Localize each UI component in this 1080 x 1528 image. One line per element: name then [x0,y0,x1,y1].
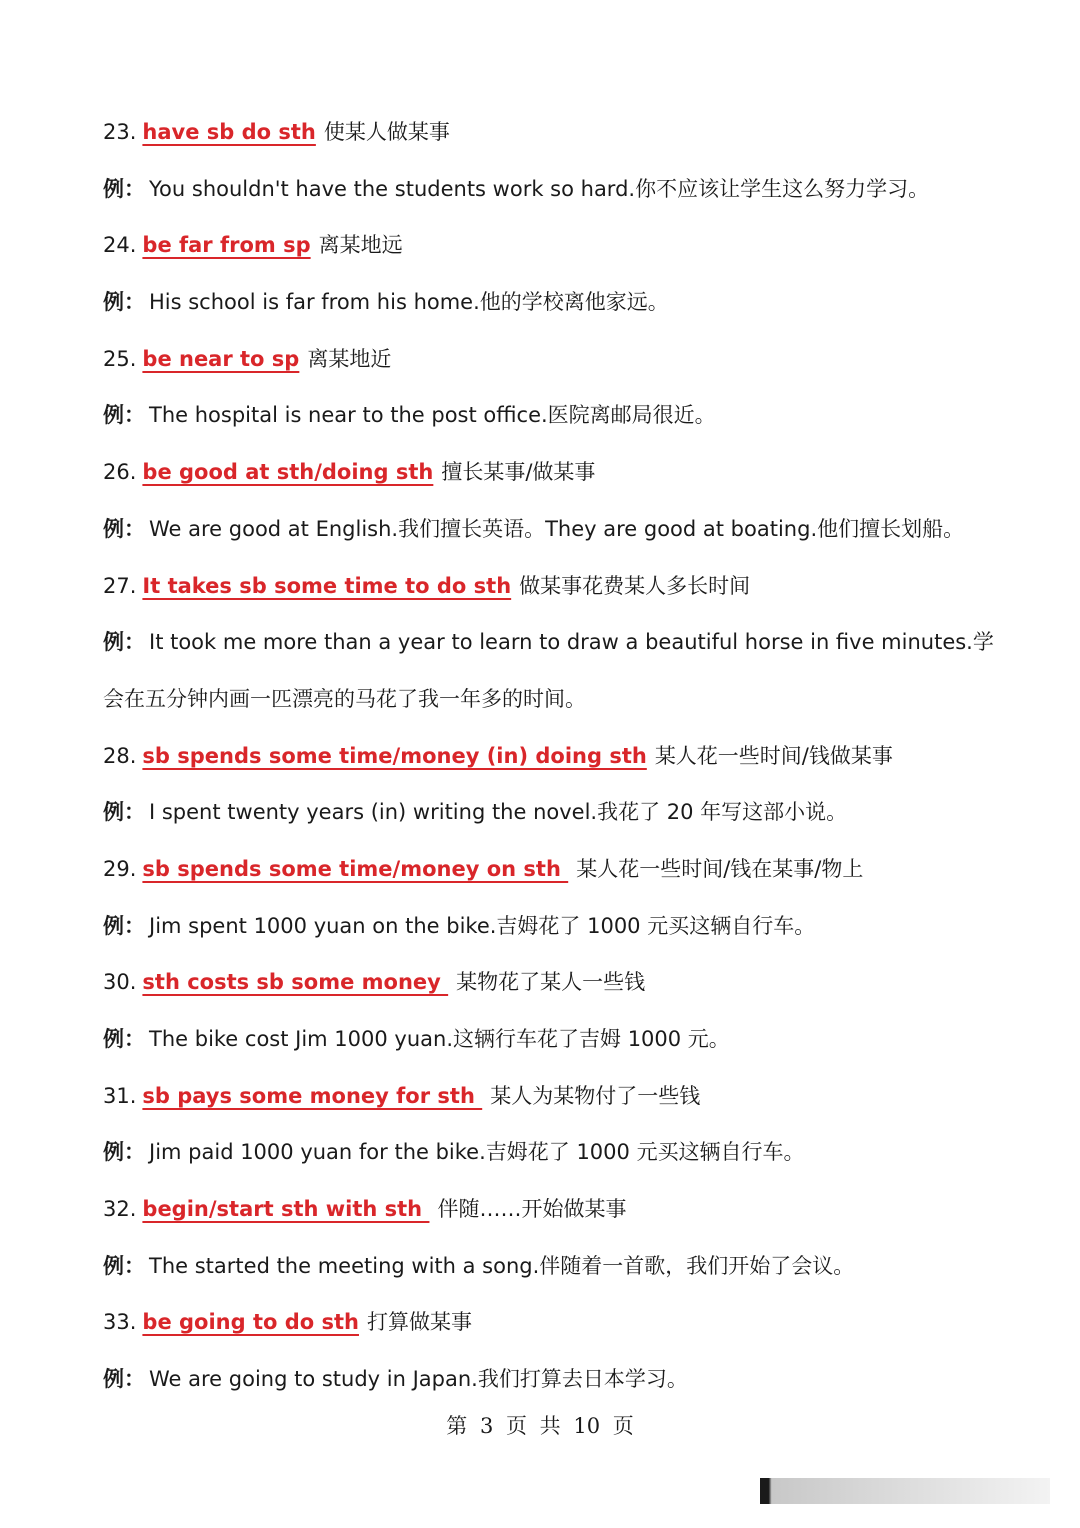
phrase-entry [103,225,1003,282]
entry-number: 32. [103,1197,137,1222]
phrase-entry [103,339,1003,396]
example-text: It took me more than a year to learn to draw a beautiful horse in five minutes.学 [149,630,994,655]
phrase-entry [103,452,1003,509]
example-text: We are going to study in Japan.我们打算去日本学习。 [149,1367,688,1392]
entry-number: 24. [103,233,137,258]
example-line [103,169,1003,226]
example-label: 例： [103,516,145,541]
phrase-text: be going to do sth [142,1310,359,1335]
phrase-entry [103,112,1003,169]
phrase-text: begin/start sth with sth [142,1197,430,1222]
example-label: 例： [103,1027,145,1051]
phrase-entry [103,849,1003,906]
example-label: 例： [103,290,145,315]
page-number-text: 第 3 页 共 10 页 [446,1414,634,1438]
example-line-continued [103,679,1003,736]
phrase-text: be near to sp [142,346,300,371]
phrase-text: be far from sp [142,233,311,258]
phrase-entry [103,566,1003,623]
phrase-text: have sb do sth [142,120,316,144]
entry-number: 23. [103,120,137,144]
phrase-list [103,112,1003,1416]
phrase-text: sth costs sb some money [142,970,449,995]
page-footer [0,1410,1080,1440]
phrase-meaning: 某人花一些时间/钱在某事/物上 [576,856,864,881]
example-line [103,906,1003,963]
example-label: 例： [103,1253,145,1278]
example-line [103,1246,1003,1303]
phrase-text: sb spends some time/money on sth [142,856,569,881]
example-line [103,1019,1003,1076]
example-text: The started the meeting with a song.伴随着一首歌，我们开始了会议。 [149,1253,855,1278]
example-label: 例： [103,630,145,655]
phrase-meaning: 擅长某事/做某事 [441,460,596,485]
entry-number: 29. [103,856,137,881]
entry-number: 28. [103,743,137,768]
phrase-entry [103,1302,1003,1359]
phrase-meaning: 使某人做某事 [323,120,450,144]
example-text: Jim paid 1000 yuan for the bike.吉姆花了 1000 元买这辆自行车。 [149,1140,805,1165]
example-label: 例： [103,913,145,938]
entry-number: 27. [103,573,137,598]
phrase-meaning: 某物花了某人一些钱 [456,970,646,995]
example-text: The bike cost Jim 1000 yuan.这辆行车花了吉姆 1000 元。 [149,1027,730,1051]
example-line [103,1359,1003,1416]
phrase-meaning: 某人花一些时间/钱做某事 [654,743,893,768]
example-line [103,395,1003,452]
example-text-continued: 会在五分钟内画一匹漂亮的马花了我一年多的时间。 [103,686,586,711]
phrase-meaning: 打算做某事 [366,1310,472,1335]
scroll-indicator-bar [760,1478,1050,1504]
phrase-text: sb spends some time/money (in) doing sth [142,743,647,768]
phrase-entry [103,962,1003,1019]
phrase-entry [103,1189,1003,1246]
entry-number: 30. [103,970,137,995]
example-line [103,282,1003,339]
phrase-meaning: 伴随……开始做某事 [437,1197,627,1222]
example-label: 例： [103,800,145,825]
phrase-text: It takes sb some time to do sth [142,573,512,598]
example-line [103,622,1003,679]
example-text: You shouldn't have the students work so hard.你不应该让学生这么努力学习。 [149,176,930,201]
example-text: I spent twenty years (in) writing the novel.我花了 20 年写这部小说。 [149,800,848,825]
example-text: We are good at English.我们擅长英语。They are good at boating.他们擅长划船。 [149,516,965,541]
phrase-text: sb pays some money for sth [142,1083,483,1108]
phrase-entry [103,1076,1003,1133]
phrase-entry [103,736,1003,793]
example-line [103,1132,1003,1189]
example-line [103,509,1003,566]
entry-number: 31. [103,1083,137,1108]
example-text: Jim spent 1000 yuan on the bike.吉姆花了 1000 元买这辆自行车。 [149,913,816,938]
example-label: 例： [103,1140,145,1165]
example-label: 例： [103,403,145,428]
example-line [103,792,1003,849]
phrase-meaning: 做某事花费某人多长时间 [519,573,751,598]
entry-number: 26. [103,460,137,485]
entry-number: 25. [103,346,137,371]
phrase-meaning: 离某地远 [318,233,403,258]
phrase-meaning: 某人为某物付了一些钱 [490,1083,701,1108]
entry-number: 33. [103,1310,137,1335]
phrase-meaning: 离某地近 [307,346,392,371]
phrase-text: be good at sth/doing sth [142,460,434,485]
example-label: 例： [103,176,145,201]
example-text: The hospital is near to the post office.医院离邮局很近。 [149,403,716,428]
example-label: 例： [103,1367,145,1392]
example-text: His school is far from his home.他的学校离他家远。 [149,290,669,315]
